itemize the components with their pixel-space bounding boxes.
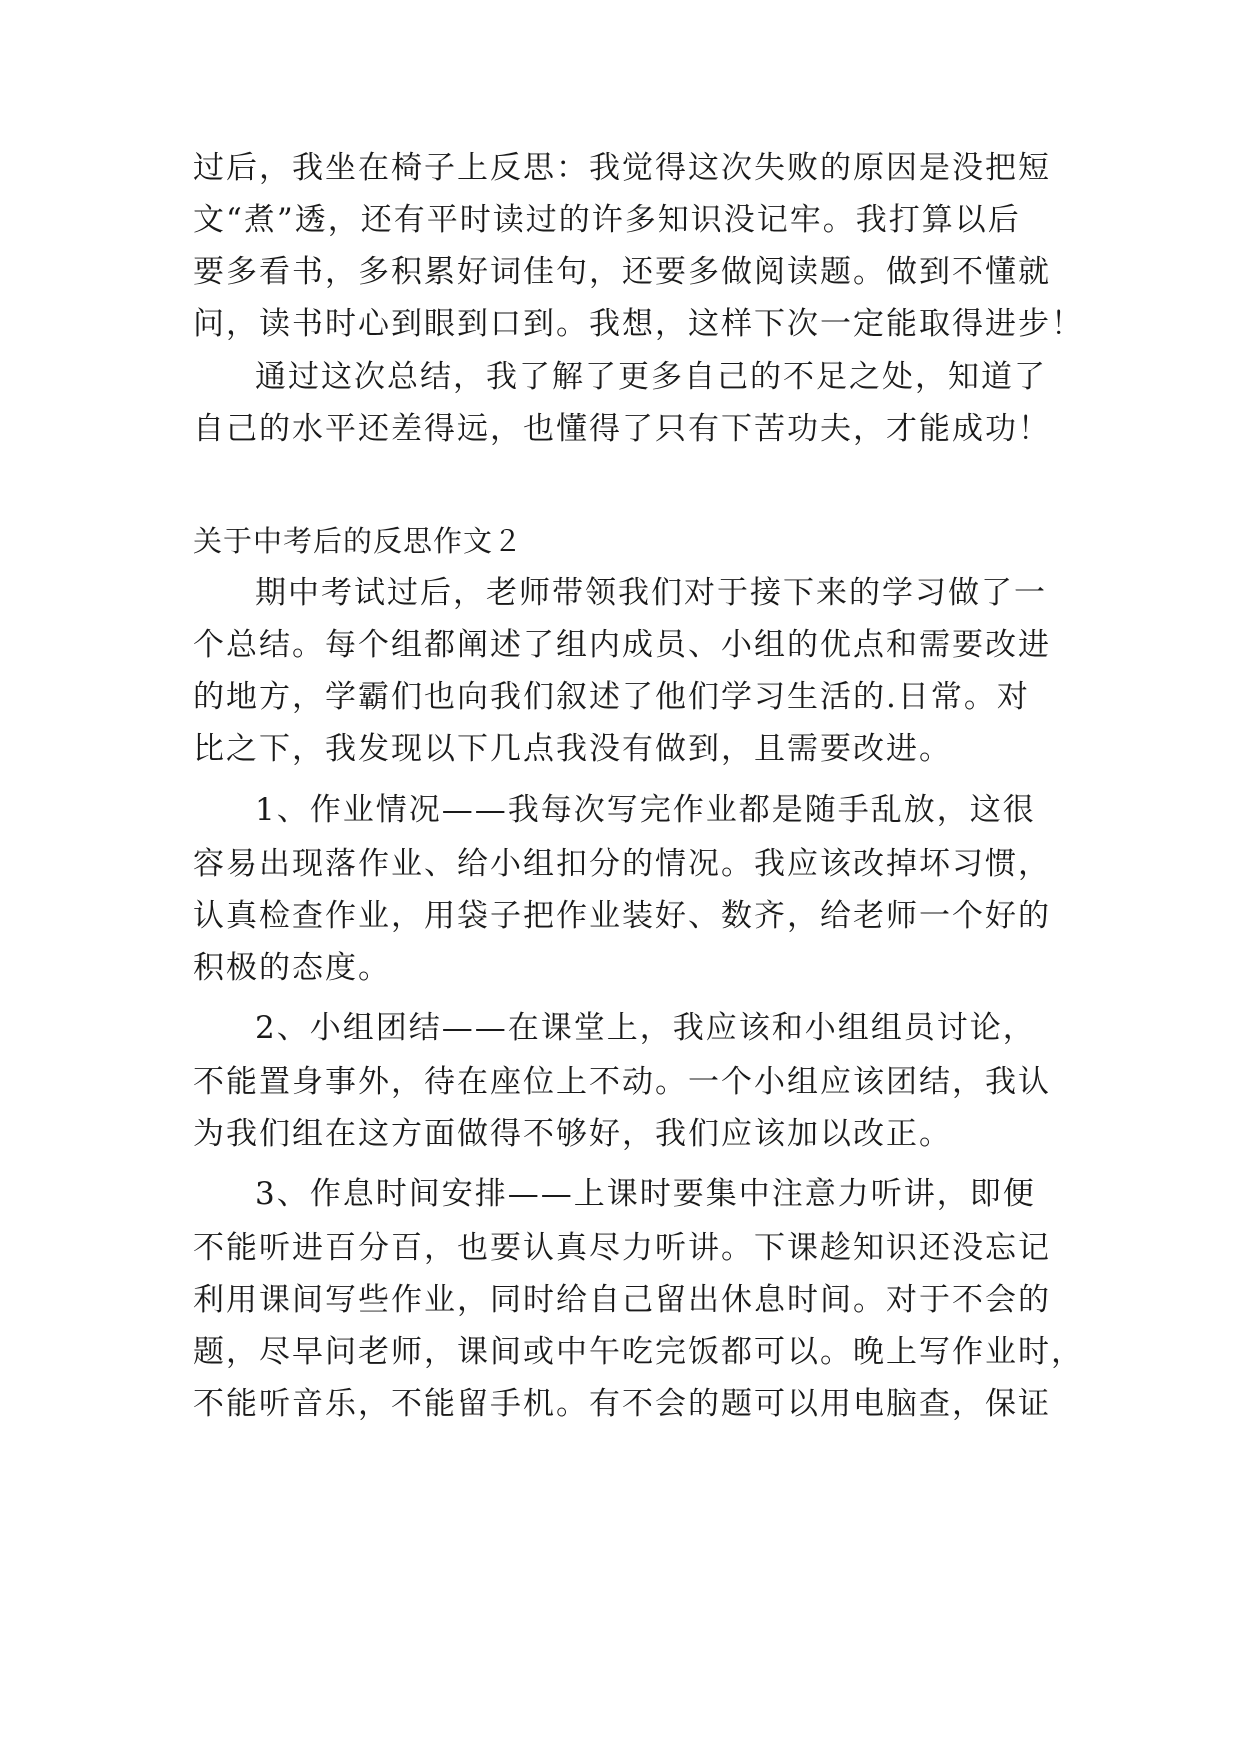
paragraph-line: 不能置身事外，待在座位上不动。一个小组应该团结，我认 [193,1064,1051,1100]
paragraph-line: 为我们组在这方面做得不够好，我们应该加以改正。 [193,1116,952,1152]
paragraph-line: 容易出现落作业、给小组扣分的情况。我应该改掉坏习惯， [193,846,1051,882]
paragraph-line: 期中考试过后，老师带领我们对于接下来的学习做了一 [255,575,1047,611]
paragraph-line: 1、作业情况——我每次写完作业都是随手乱放，这很 [255,792,1036,828]
paragraph-line: 个总结。每个组都阐述了组内成员、小组的优点和需要改进 [193,627,1051,663]
paragraph-line: 过后，我坐在椅子上反思：我觉得这次失败的原因是没把短 [193,150,1051,186]
paragraph-line: 利用课间写些作业，同时给自己留出休息时间。对于不会的 [193,1282,1051,1318]
paragraph-line: 自己的水平还差得远，也懂得了只有下苦功夫，才能成功！ [193,411,1051,447]
paragraph-line: 比之下，我发现以下几点我没有做到，且需要改进。 [193,731,952,767]
paragraph-line: 文“煮”透，还有平时读过的许多知识没记牢。我打算以后 [193,202,1021,238]
paragraph-line: 不能听音乐，不能留手机。有不会的题可以用电脑查，保证 [193,1386,1051,1422]
section-heading: 关于中考后的反思作文２ [193,524,524,558]
paragraph-line: 认真检查作业，用袋子把作业装好、数齐，给老师一个好的 [193,898,1051,934]
paragraph-line: 3、作息时间安排——上课时要集中注意力听讲，即便 [255,1176,1036,1212]
paragraph-line: 积极的态度。 [193,950,391,986]
paragraph-line: 通过这次总结，我了解了更多自己的不足之处，知道了 [255,359,1047,395]
paragraph-line: 2、小组团结——在课堂上，我应该和小组组员讨论， [255,1010,1036,1046]
paragraph-line: 问，读书时心到眼到口到。我想，这样下次一定能取得进步！ [193,306,1084,342]
paragraph-line: 的地方，学霸们也向我们叙述了他们学习生活的.日常。对 [193,679,1030,715]
paragraph-line: 要多看书，多积累好词佳句，还要多做阅读题。做到不懂就 [193,254,1051,290]
paragraph-line: 不能听进百分百，也要认真尽力听讲。下课趁知识还没忘记 [193,1230,1051,1266]
paragraph-line: 题，尽早问老师，课间或中午吃完饭都可以。晚上写作业时， [193,1334,1084,1370]
